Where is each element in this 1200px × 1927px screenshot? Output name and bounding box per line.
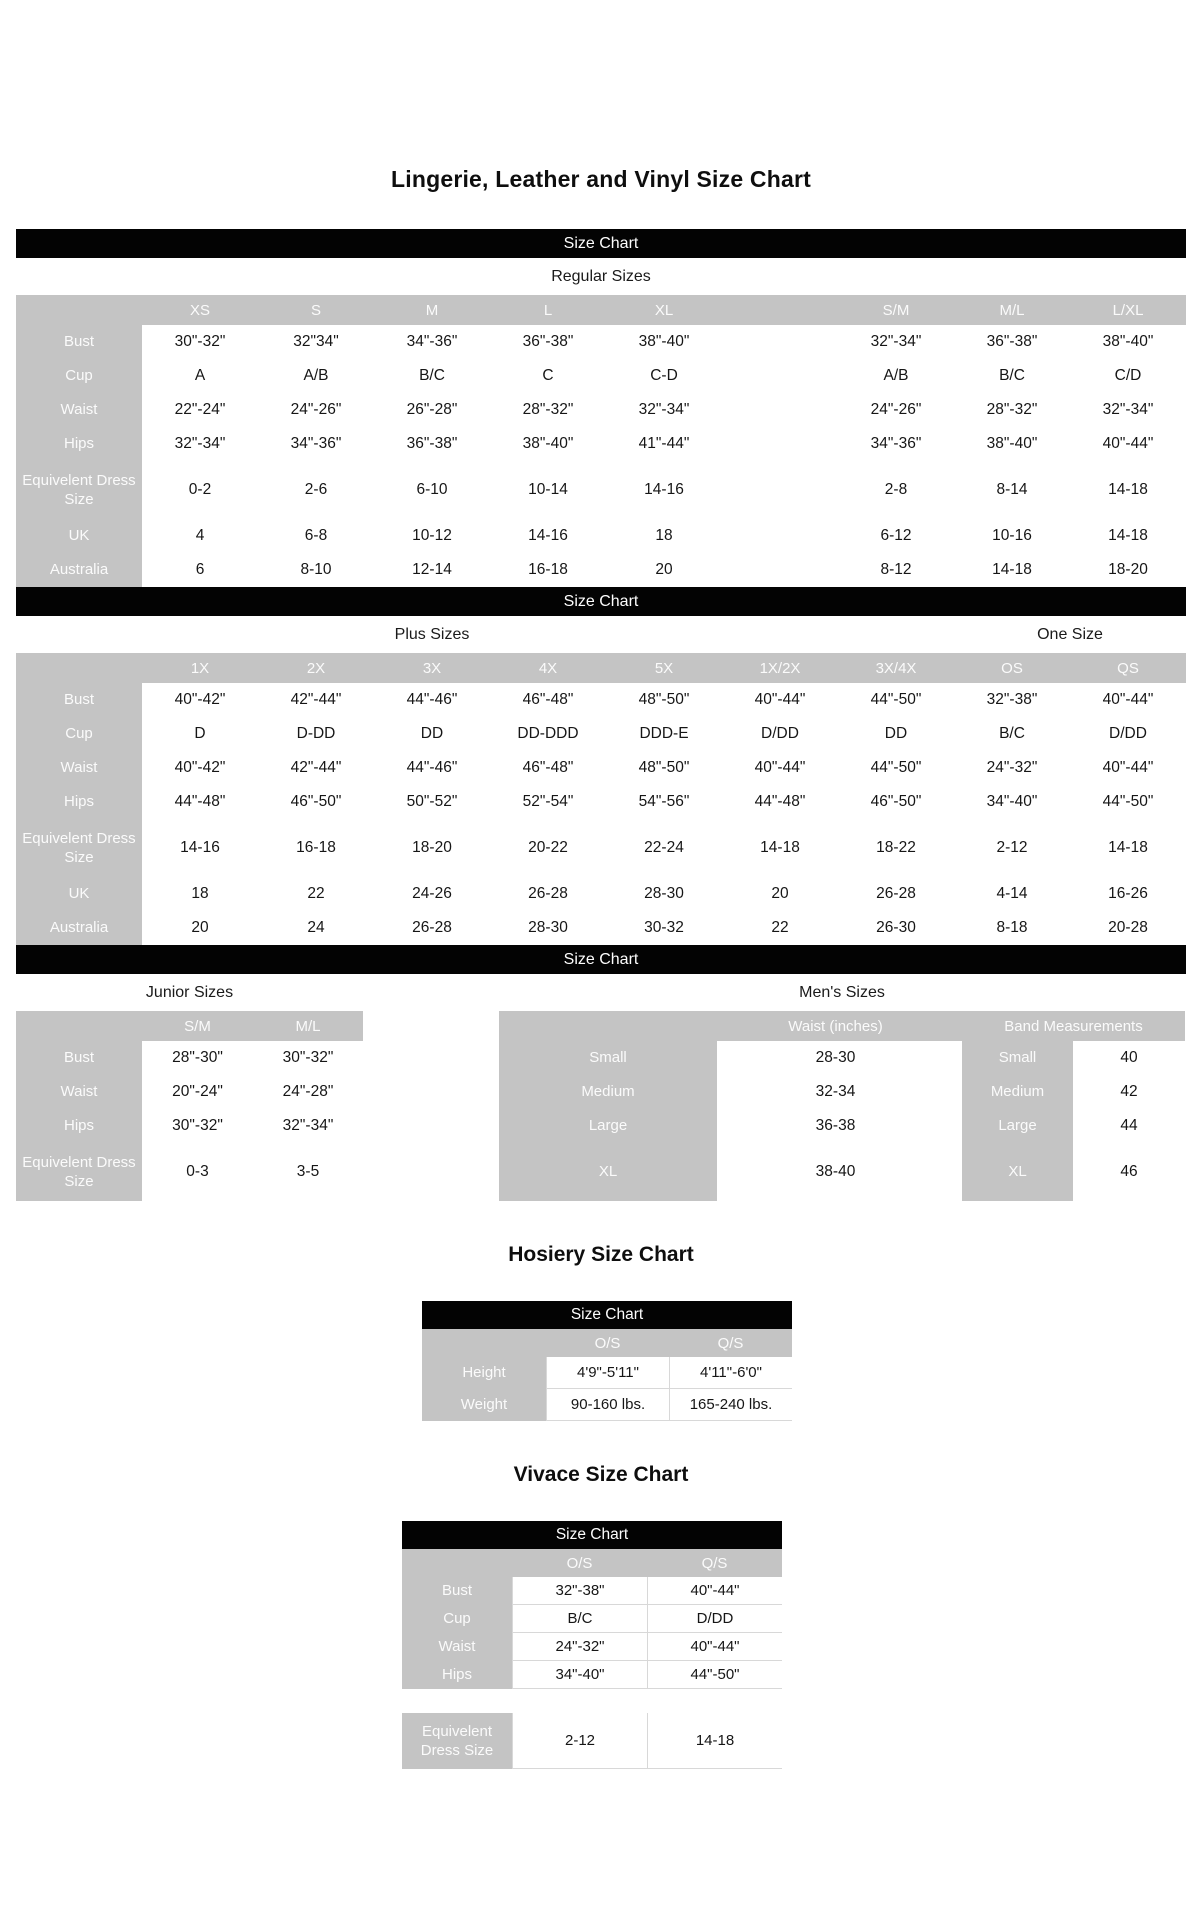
- row-label: Hips: [402, 1661, 512, 1689]
- header-corner-cell: [16, 295, 142, 325]
- table-cell: B/C: [954, 359, 1070, 393]
- junior-mens-tables: [16, 1011, 1186, 1201]
- table-cell: [722, 519, 838, 553]
- table-cell: 20-28: [1070, 911, 1186, 945]
- band-cell: 40: [1073, 1041, 1185, 1075]
- table-cell: 44"-46": [374, 683, 490, 717]
- row-label: Bust: [16, 1041, 142, 1075]
- table-cell: 20: [722, 877, 838, 911]
- table-cell: 8-14: [954, 461, 1070, 519]
- table-cell: 8-10: [258, 553, 374, 587]
- table-cell: 38"-40": [490, 427, 606, 461]
- table-cell: 18: [142, 877, 258, 911]
- table-cell: 40"-44": [647, 1577, 782, 1605]
- row-label: Hips: [16, 785, 142, 819]
- table-cell: 32"-34": [838, 325, 954, 359]
- table-cell: 6-10: [374, 461, 490, 519]
- table-cell: 10-14: [490, 461, 606, 519]
- hosiery-table: [422, 1329, 792, 1421]
- table-cell: 54"-56": [606, 785, 722, 819]
- table-cell: [722, 325, 838, 359]
- table-cell: 34"-40": [512, 1661, 647, 1689]
- table-cell: 40"-44": [1070, 683, 1186, 717]
- table-cell: 18-22: [838, 819, 954, 877]
- table-cell: 36"-38": [374, 427, 490, 461]
- gap-cell: [954, 1075, 962, 1109]
- waist-cell: 28-30: [717, 1041, 954, 1075]
- table-cell: C-D: [606, 359, 722, 393]
- table-cell: 4'9"-5'11": [546, 1357, 669, 1389]
- band-cell: 44: [1073, 1109, 1185, 1143]
- row-label: Medium: [962, 1075, 1073, 1109]
- header-corner-cell: [422, 1329, 546, 1357]
- header-gap-cell: [954, 1011, 962, 1041]
- table-cell: 32"-38": [954, 683, 1070, 717]
- table-cell: 44"-48": [722, 785, 838, 819]
- vivace-section: [402, 1521, 782, 1769]
- table-cell: 14-16: [142, 819, 258, 877]
- table-cell: 50"-52": [374, 785, 490, 819]
- table-cell: 32"-34": [142, 427, 258, 461]
- table-cell: 22-24: [606, 819, 722, 877]
- table-cell: D/DD: [722, 717, 838, 751]
- hosiery-section: [422, 1301, 792, 1421]
- table-cell: 2-8: [838, 461, 954, 519]
- band-measurements-header: Band Measurements: [962, 1011, 1185, 1041]
- table-cell: 4-14: [954, 877, 1070, 911]
- table-cell: B/C: [512, 1605, 647, 1633]
- row-label: XL: [962, 1143, 1073, 1201]
- table-cell: 8-18: [954, 911, 1070, 945]
- gap-cell: [954, 1041, 962, 1075]
- table-cell: 34"-36": [838, 427, 954, 461]
- table-cell: 8-12: [838, 553, 954, 587]
- size-chart-bar: Size Chart: [16, 587, 1186, 616]
- table-cell: 30"-32": [142, 1109, 253, 1143]
- table-cell: 24-26: [374, 877, 490, 911]
- waist-cell: 32-34: [717, 1075, 954, 1109]
- table-cell: 38"-40": [954, 427, 1070, 461]
- table-cell: 46"-48": [490, 751, 606, 785]
- table-cell: 20"-24": [142, 1075, 253, 1109]
- row-label: Height: [422, 1357, 546, 1389]
- spacer-cell: [512, 1689, 647, 1713]
- plus-sizes-label: Plus Sizes: [394, 626, 470, 643]
- table-cell: 14-18: [1070, 819, 1186, 877]
- header-corner-cell: [16, 653, 142, 683]
- table-cell: 20: [606, 553, 722, 587]
- row-label: XL: [499, 1143, 717, 1201]
- table-cell: 2-12: [512, 1713, 647, 1769]
- column-header: XL: [606, 295, 722, 325]
- table-cell: 28-30: [490, 911, 606, 945]
- waist-cell: 38-40: [717, 1143, 954, 1201]
- table-cell: 48"-50": [606, 683, 722, 717]
- table-cell: 90-160 lbs.: [546, 1389, 669, 1421]
- table-cell: 26"-28": [374, 393, 490, 427]
- table-cell: 14-18: [1070, 519, 1186, 553]
- vivace-table: [402, 1549, 782, 1769]
- mens-sizes-table: [499, 1011, 1185, 1201]
- table-cell: B/C: [374, 359, 490, 393]
- table-cell: 20-22: [490, 819, 606, 877]
- table-cell: 2-6: [258, 461, 374, 519]
- table-cell: 14-18: [1070, 461, 1186, 519]
- table-cell: 18-20: [1070, 553, 1186, 587]
- table-cell: 28"-32": [954, 393, 1070, 427]
- table-cell: [722, 427, 838, 461]
- junior-sizes-label: Junior Sizes: [145, 984, 234, 1001]
- row-label: UK: [16, 877, 142, 911]
- row-label: Large: [499, 1109, 717, 1143]
- row-label: UK: [16, 519, 142, 553]
- main-size-charts: [16, 229, 1186, 1201]
- row-label: Equivelent Dress Size: [402, 1713, 512, 1769]
- table-cell: D/DD: [1070, 717, 1186, 751]
- row-label: Small: [499, 1041, 717, 1075]
- column-header: L: [490, 295, 606, 325]
- table-cell: 20: [142, 911, 258, 945]
- row-label: Cup: [16, 359, 142, 393]
- column-header: OS: [954, 653, 1070, 683]
- header-corner-cell: [16, 1011, 142, 1041]
- row-label: Cup: [402, 1605, 512, 1633]
- column-header: O/S: [546, 1329, 669, 1357]
- column-header: Q/S: [647, 1549, 782, 1577]
- table-cell: 34"-36": [258, 427, 374, 461]
- column-header: Q/S: [669, 1329, 792, 1357]
- table-cell: [722, 359, 838, 393]
- column-header: S/M: [142, 1011, 253, 1041]
- table-cell: 26-28: [490, 877, 606, 911]
- row-label: Waist: [402, 1633, 512, 1661]
- column-header: [722, 295, 838, 325]
- table-cell: 44"-46": [374, 751, 490, 785]
- table-cell: 14-18: [722, 819, 838, 877]
- size-chart-bar: Size Chart: [16, 945, 1186, 974]
- table-cell: 24"-32": [512, 1633, 647, 1661]
- table-cell: 46"-50": [838, 785, 954, 819]
- column-header: 1X/2X: [722, 653, 838, 683]
- row-label: Small: [962, 1041, 1073, 1075]
- row-label: Hips: [16, 427, 142, 461]
- table-cell: 24"-26": [838, 393, 954, 427]
- row-label: Medium: [499, 1075, 717, 1109]
- table-cell: 40"-44": [647, 1633, 782, 1661]
- table-cell: 44"-50": [838, 751, 954, 785]
- table-cell: 3-5: [253, 1143, 363, 1201]
- waist-cell: 36-38: [717, 1109, 954, 1143]
- table-cell: 40"-44": [1070, 751, 1186, 785]
- table-cell: 2-12: [954, 819, 1070, 877]
- table-cell: A/B: [838, 359, 954, 393]
- table-cell: 26-28: [838, 877, 954, 911]
- page-title: Lingerie, Leather and Vinyl Size Chart: [390, 166, 811, 192]
- table-cell: 14-18: [647, 1713, 782, 1769]
- table-cell: 44"-50": [1070, 785, 1186, 819]
- header-corner-cell: [499, 1011, 717, 1041]
- table-cell: 26-30: [838, 911, 954, 945]
- row-label: Australia: [16, 911, 142, 945]
- table-cell: C: [490, 359, 606, 393]
- mens-sizes-label: Men's Sizes: [799, 984, 885, 1001]
- table-cell: B/C: [954, 717, 1070, 751]
- table-cell: 32"-34": [606, 393, 722, 427]
- table-cell: 32"-38": [512, 1577, 647, 1605]
- row-label: Waist: [16, 1075, 142, 1109]
- row-label: Equivelent Dress Size: [16, 1143, 142, 1201]
- table-cell: 36"-38": [954, 325, 1070, 359]
- table-cell: 0-3: [142, 1143, 253, 1201]
- table-cell: 40"-42": [142, 751, 258, 785]
- table-cell: 18: [606, 519, 722, 553]
- table-cell: 14-18: [954, 553, 1070, 587]
- column-header: S/M: [838, 295, 954, 325]
- table-cell: DD: [374, 717, 490, 751]
- table-cell: 6-12: [838, 519, 954, 553]
- column-header: 3X/4X: [838, 653, 954, 683]
- table-cell: D-DD: [258, 717, 374, 751]
- junior-mens-label-row: [16, 974, 1186, 1011]
- row-label: Equivelent Dress Size: [16, 819, 142, 877]
- plus-sizes-section: [16, 587, 1186, 945]
- table-cell: 36"-38": [490, 325, 606, 359]
- table-cell: C/D: [1070, 359, 1186, 393]
- table-cell: 48"-50": [606, 751, 722, 785]
- column-header: S: [258, 295, 374, 325]
- plus-sizes-label-row: [16, 616, 1186, 653]
- table-cell: 16-18: [258, 819, 374, 877]
- row-label: Weight: [422, 1389, 546, 1421]
- table-cell: 46"-48": [490, 683, 606, 717]
- table-cell: 24: [258, 911, 374, 945]
- table-cell: D/DD: [647, 1605, 782, 1633]
- regular-sizes-table: [16, 295, 1186, 587]
- table-cell: 4: [142, 519, 258, 553]
- junior-sizes-table: [16, 1011, 363, 1201]
- table-cell: 32"34": [258, 325, 374, 359]
- row-label: Hips: [16, 1109, 142, 1143]
- table-cell: 24"-28": [253, 1075, 363, 1109]
- size-chart-bar: Size Chart: [402, 1521, 782, 1549]
- row-label: Waist: [16, 393, 142, 427]
- size-chart-page: [16, 0, 1186, 1769]
- table-cell: 32"-34": [1070, 393, 1186, 427]
- table-cell: DD-DDD: [490, 717, 606, 751]
- regular-sizes-label: Regular Sizes: [551, 268, 651, 285]
- table-cell: 22: [258, 877, 374, 911]
- column-header: M/L: [253, 1011, 363, 1041]
- spacer-cell: [647, 1689, 782, 1713]
- one-size-label: One Size: [1037, 626, 1103, 643]
- table-cell: 34"-40": [954, 785, 1070, 819]
- table-cell: 30-32: [606, 911, 722, 945]
- column-header: 2X: [258, 653, 374, 683]
- row-label: Australia: [16, 553, 142, 587]
- table-cell: 30"-32": [253, 1041, 363, 1075]
- table-cell: 14-16: [490, 519, 606, 553]
- table-cell: 44"-50": [838, 683, 954, 717]
- table-cell: 46"-50": [258, 785, 374, 819]
- column-header: M: [374, 295, 490, 325]
- table-cell: 24"-26": [258, 393, 374, 427]
- table-cell: 40"-44": [722, 683, 838, 717]
- header-corner-cell: [402, 1549, 512, 1577]
- column-header: 4X: [490, 653, 606, 683]
- table-cell: DD: [838, 717, 954, 751]
- table-cell: [722, 553, 838, 587]
- table-cell: 44"-48": [142, 785, 258, 819]
- regular-sizes-section: [16, 229, 1186, 587]
- column-header: O/S: [512, 1549, 647, 1577]
- table-cell: 41"-44": [606, 427, 722, 461]
- table-cell: 16-18: [490, 553, 606, 587]
- row-label: Bust: [402, 1577, 512, 1605]
- column-header: 3X: [374, 653, 490, 683]
- column-header: 5X: [606, 653, 722, 683]
- table-cell: 26-28: [374, 911, 490, 945]
- table-cell: [722, 461, 838, 519]
- table-cell: 16-26: [1070, 877, 1186, 911]
- column-header: QS: [1070, 653, 1186, 683]
- table-cell: [722, 393, 838, 427]
- table-cell: A/B: [258, 359, 374, 393]
- table-cell: 52"-54": [490, 785, 606, 819]
- row-label: Waist: [16, 751, 142, 785]
- gap-cell: [954, 1143, 962, 1201]
- table-cell: 28"-32": [490, 393, 606, 427]
- table-cell: 0-2: [142, 461, 258, 519]
- column-header: M/L: [954, 295, 1070, 325]
- band-cell: 42: [1073, 1075, 1185, 1109]
- table-cell: 6-8: [258, 519, 374, 553]
- gap-cell: [954, 1109, 962, 1143]
- row-label: Cup: [16, 717, 142, 751]
- table-cell: 22: [722, 911, 838, 945]
- table-cell: 22"-24": [142, 393, 258, 427]
- table-cell: 40"-42": [142, 683, 258, 717]
- row-label: Bust: [16, 325, 142, 359]
- row-label: Bust: [16, 683, 142, 717]
- column-header: 1X: [142, 653, 258, 683]
- row-label: Large: [962, 1109, 1073, 1143]
- hosiery-title: Hosiery Size Chart: [508, 1243, 694, 1266]
- table-cell: 32"-34": [253, 1109, 363, 1143]
- table-cell: 28"-30": [142, 1041, 253, 1075]
- plus-sizes-table: [16, 653, 1186, 945]
- table-cell: 34"-36": [374, 325, 490, 359]
- row-label: Equivelent Dress Size: [16, 461, 142, 519]
- table-cell: 14-16: [606, 461, 722, 519]
- table-cell: 40"-44": [722, 751, 838, 785]
- table-cell: 18-20: [374, 819, 490, 877]
- size-chart-bar: Size Chart: [422, 1301, 792, 1329]
- vivace-title: Vivace Size Chart: [513, 1463, 689, 1486]
- waist-inches-header: Waist (inches): [717, 1011, 954, 1041]
- table-cell: 44"-50": [647, 1661, 782, 1689]
- column-header: L/XL: [1070, 295, 1186, 325]
- table-cell: 42"-44": [258, 751, 374, 785]
- table-cell: 38"-40": [606, 325, 722, 359]
- table-cell: 24"-32": [954, 751, 1070, 785]
- table-cell: 30"-32": [142, 325, 258, 359]
- column-header: XS: [142, 295, 258, 325]
- table-cell: 10-12: [374, 519, 490, 553]
- table-cell: D: [142, 717, 258, 751]
- table-cell: 6: [142, 553, 258, 587]
- table-cell: 42"-44": [258, 683, 374, 717]
- table-cell: 4'11"-6'0": [669, 1357, 792, 1389]
- table-cell: A: [142, 359, 258, 393]
- table-cell: 40"-44": [1070, 427, 1186, 461]
- table-cell: 38"-40": [1070, 325, 1186, 359]
- table-cell: 28-30: [606, 877, 722, 911]
- band-cell: 46: [1073, 1143, 1185, 1201]
- table-cell: 10-16: [954, 519, 1070, 553]
- junior-mens-section: [16, 945, 1186, 1201]
- table-cell: 12-14: [374, 553, 490, 587]
- spacer-cell: [402, 1689, 512, 1713]
- table-cell: DDD-E: [606, 717, 722, 751]
- table-cell: 165-240 lbs.: [669, 1389, 792, 1421]
- size-chart-bar: Size Chart: [16, 229, 1186, 258]
